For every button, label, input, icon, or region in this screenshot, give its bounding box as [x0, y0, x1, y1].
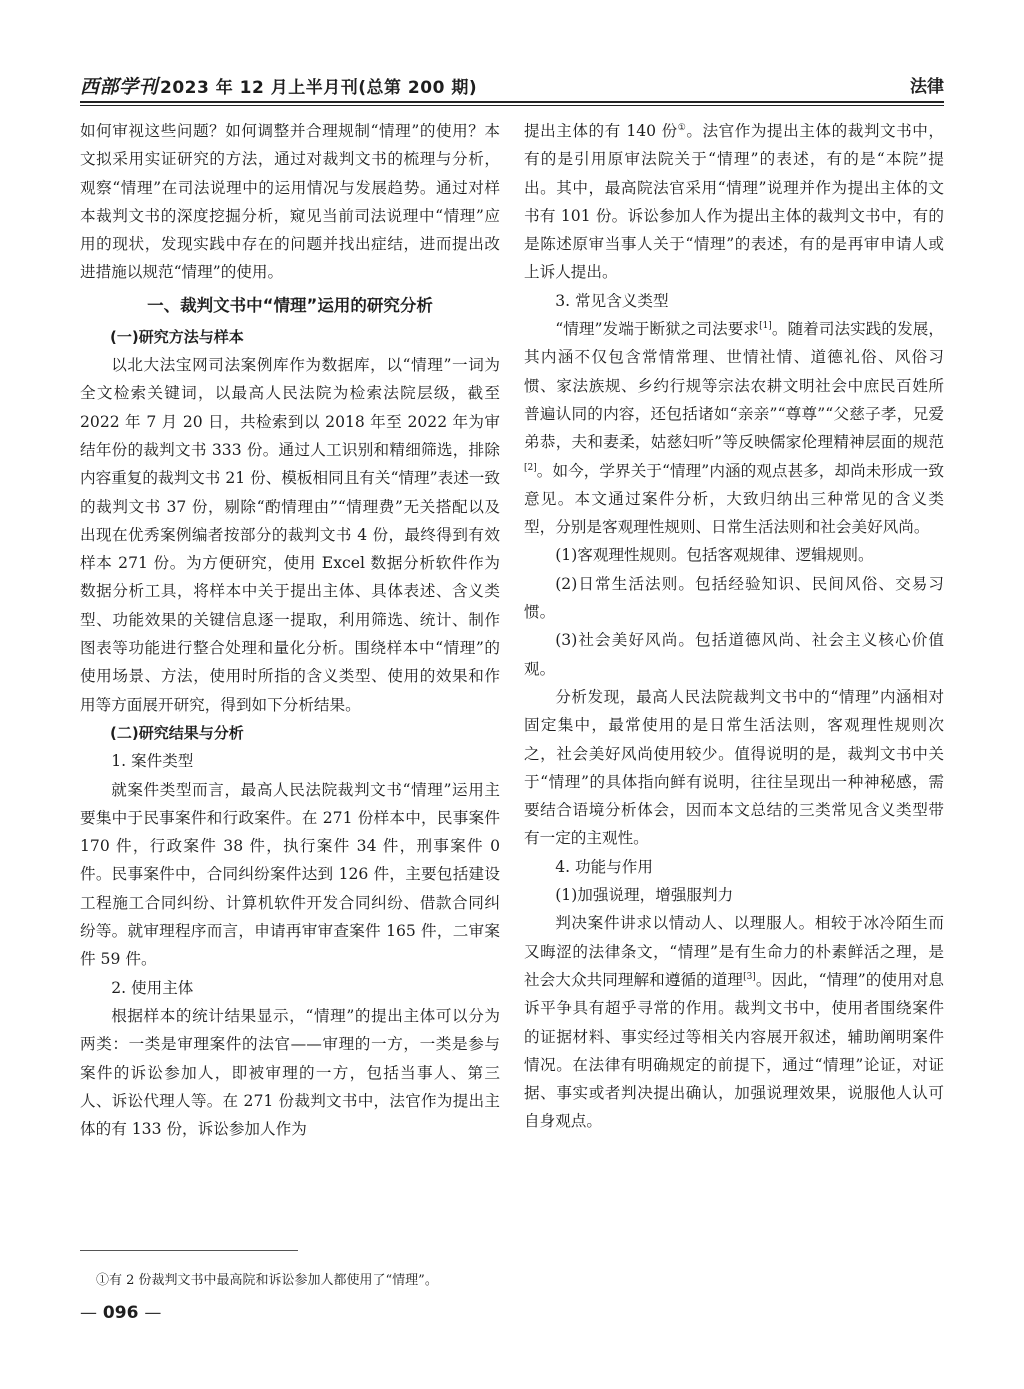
paragraph: 分析发现，最高人民法院裁判文书中的“情理”内涵相对固定集中，最常使用的是日常生活法则，客观理性规则次之，社会美好风尚使用较少。值得说明的是，裁判文书中关于“情理”的具体指向鲜有说明，往往呈现出一种神秘感，需要结合语境分析体会，因而本文总结的三类常见含义类型带有一定的主观性。: [524, 687, 944, 848]
list-item: (3)社会美好风尚。包括道德风尚、社会主义核心价值观。: [524, 631, 944, 678]
journal-logo: 西部学刊: [80, 76, 159, 98]
citation-ref: [3]: [743, 971, 756, 982]
section-heading: 一、裁判文书中“情理”运用的研究分析: [147, 295, 433, 315]
sub-subsection-heading: 4. 功能与作用: [555, 857, 653, 876]
paragraph: 如何审视这些问题？如何调整并合理规制“情理”的使用？本文拟采用实证研究的方法，通过对裁判文书的梳理与分析，观察“情理”在司法说理中的运用情况与发展趋势。通过对样本裁判文书的深度挖掘分析，窥见当前司法说理中“情理”应用的现状，发现实践中存在的问题并找出症结，进而提出改进措施以规范“情理”的使用。: [80, 122, 500, 282]
sub-subsection-heading: (1)加强说理，增强服判力: [555, 886, 734, 905]
page-number-value: 096: [102, 1303, 139, 1323]
text-run: “情理”发端于断狱之司法要求: [555, 320, 760, 339]
journal-issue: 2023 年 12 月上半月刊(总第 200 期): [160, 78, 478, 98]
page-number: [80, 1303, 161, 1323]
subsection-heading: (二)研究结果与分析: [110, 723, 244, 742]
text-run: 。如今，学界关于“情理”内涵的观点甚多，却尚未形成一致意见。本文通过案件分析，大致归纳出三种常见的含义类型，分别是客观理性规则、日常生活法则和社会美好风尚。: [524, 461, 944, 537]
sub-subsection-heading: 2. 使用主体: [111, 978, 194, 997]
footnote-marker: ①: [677, 123, 687, 133]
journal-title: [80, 72, 477, 99]
text-run: 。法官作为提出主体的裁判文书中，有的是引用原审法院关于“情理”的表述，有的是“本院”提出。其中，最高院法官采用“情理”说理并作为提出主体的文书有 101 份。诉讼参加人作为提出主体的裁判文书中，有的是陈述原审当事人关于“情理”的表述，有的是再审申请人或上诉人提出。: [524, 122, 944, 282]
text-run: 判决案件讲求以情动人、以理服人。相较于冰冷陌生而又晦涩的法律条文，“情理”是有生命力的朴素鲜活之理，是社会大众共同理解和遵循的道理: [524, 914, 944, 989]
citation-ref: [2]: [524, 462, 537, 473]
text-run: 提出主体的有 140 份: [524, 122, 678, 140]
left-column: [80, 117, 500, 1143]
paragraph: 根据样本的统计结果显示，“情理”的提出主体可以分为两类：一类是审理案件的法官——审理的一方，一类是参与案件的诉讼参加人，即被审理的一方，包括当事人、第三人、诉讼代理人等。在 271 份裁判文书中，法官作为提出主体的有 133 份，诉讼参加人作为: [80, 1006, 500, 1139]
running-header: [80, 72, 944, 100]
header-rule-thin: [80, 105, 944, 106]
paragraph: [524, 117, 944, 287]
text-run: 。随着司法实践的发展，其内涵不仅包含常情常理、世情社情、道德礼俗、风俗习惯、家法族规、乡约行规等宗法农耕文明社会中庶民百姓所普遍认同的内容，还包括诸如“亲亲”“尊尊”“父慈子孝，兄爱弟恭，夫和妻柔，姑慈妇听”等反映儒家伦理精神层面的规范: [524, 320, 944, 452]
footnote: ①有 2 份裁判文书中最高院和诉讼参加人都使用了“情理”。: [96, 1273, 438, 1288]
list-item: (2)日常生活法则。包括经验知识、民间风俗、交易习惯。: [524, 574, 944, 622]
footnote-rule: [80, 1250, 298, 1251]
paragraph: 就案件类型而言，最高人民法院裁判文书“情理”运用主要集中于民事案件和行政案件。在 271 份样本中，民事案件 170 件，行政案件 38 件，执行案件 34 件，刑事案件 0 件。民事案件中，合同纠纷案件达到 126 件，主要包括建设工程施工合同纠纷、计算机软件开发合同纠纷、借款合同纠纷等。就审理程序而言，申请再审审查案件 165 件，二审案件 59 件。: [80, 780, 500, 969]
citation-ref: [1]: [759, 321, 772, 332]
list-item: (1)客观理性规则。包括客观规律、逻辑规则。: [555, 546, 874, 565]
sub-subsection-heading: 3. 常见含义类型: [555, 291, 669, 310]
sub-subsection-heading: 1. 案件类型: [111, 752, 194, 771]
paragraph: [524, 315, 944, 541]
paragraph: 以北大法宝网司法案例库作为数据库，以“情理”一词为全文检索关键词，以最高人民法院为检索法院层级，截至 2022 年 7 月 20 日，共检索到以 2018 年至 2022 年为审结年份的裁判文书 333 份。通过人工识别和精细筛选，排除内容重复的裁判文书 21 份、模板相同且有关“情理”表述一致的裁判文书 37 份，剔除“酌情理由”“情理费”无关搭配以及出现在优秀案例编者按部分的裁判文书 4 份，最终得到有效样本 271 份。为方便研究，使用 Excel 数据分析软件作为数据分析工具，将样本中关于提出主体、具体表述、含义类型、功能效果的关键信息逐一提取，利用筛选、统计、制作图表等功能进行整合处理和量化分析。围绕样本中“情理”的使用场景、方法，使用时所指的含义类型、使用的效果和作用等方面展开研究，得到如下分析结果。: [80, 356, 500, 714]
subsection-heading: (一)研究方法与样本: [110, 327, 244, 346]
section-label: 法律: [910, 77, 944, 97]
right-column: [524, 117, 944, 1136]
page-dash-left: —: [80, 1303, 97, 1323]
header-rule: [80, 101, 944, 103]
text-run: 。因此，“情理”的使用对息诉平争具有超乎寻常的作用。裁判文书中，使用者围绕案件的证据材料、事实经过等相关内容展开叙述，辅助阐明案件情况。在法律有明确规定的前提下，通过“情理”论证，对证据、事实或者判决提出确认，加强说理效果，说服他人认可自身观点。: [524, 970, 944, 1131]
page-dash-right: —: [144, 1303, 162, 1323]
paragraph: [524, 909, 944, 1135]
